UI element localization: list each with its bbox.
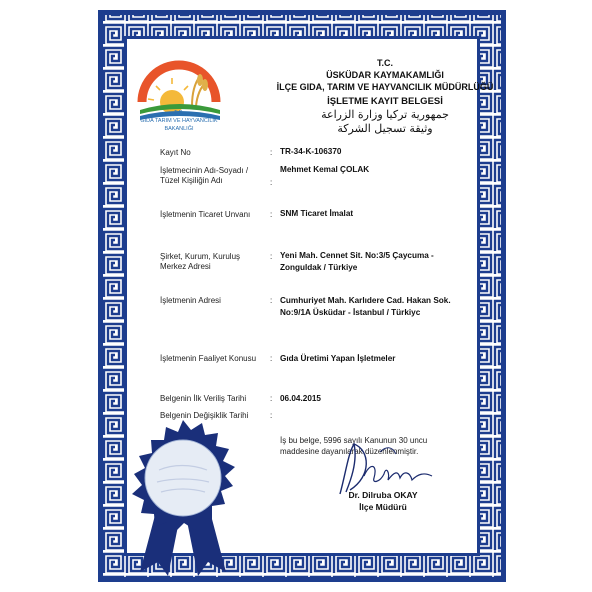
colon: : [270,148,273,157]
value-hq-address-line1: Yeni Mah. Cennet Sit. No:3/5 Çaycuma - [280,251,434,260]
label-owner-line1: İşletmecinin Adı-Soyadı / [160,166,249,175]
logo-text-bakanligi: BAKANLIĞI [164,126,194,132]
colon: : [270,394,273,403]
value-business-address-line1: Cumhuriyet Mah. Karlıdere Cad. Hakan Sok. [280,296,451,305]
document-title: İŞLETME KAYIT BELGESİ [327,96,443,107]
signatory-name: Dr. Dilruba OKAY [348,490,418,500]
colon: : [270,252,273,261]
label-trade-name: İşletmenin Ticaret Unvanı [160,210,251,219]
logo-text-ministry: GIDA TARIM VE HAYVANCILIK [140,118,218,124]
label-activity: İşletmenin Faaliyet Konusu [160,354,257,363]
statement-line1: İş bu belge, 5996 sayılı Kanunun 30 uncu [280,436,428,445]
colon: : [270,411,273,420]
signatory-title: İlçe Müdürü [359,502,407,512]
label-business-address: İşletmenin Adresi [160,296,221,305]
label-first-issue-date: Belgenin İlk Veriliş Tarihi [160,394,247,403]
value-trade-name: SNM Ticaret İmalat [280,209,354,218]
label-hq-address-line2: Merkez Adresi [160,262,211,271]
logo-text-tc: T.C. [174,110,184,116]
label-change-date: Belgenin Değişiklik Tarihi [160,411,249,420]
header-arabic-line1: جمهورية تركيا وزارة الزراعة [321,108,449,121]
rosette-seal-icon [118,416,248,576]
colon: : [270,296,273,305]
value-registration-no: TR-34-K-106370 [280,147,342,156]
header-office: ÜSKÜDAR KAYMAKAMLIĞI [326,70,444,80]
statement-line2: maddesine dayanılarak düzenlenmiştir. [280,447,419,456]
header-tc: T.C. [376,58,393,68]
label-registration-no: Kayıt No [160,148,191,157]
label-owner-line2: Tüzel Kişiliğin Adı [160,176,223,185]
value-business-address-line2: No:9/1A Üsküdar - İstanbul / Türkiyc [280,308,421,317]
colon: : [270,354,273,363]
colon: : [270,210,273,219]
value-activity: Gıda Üretimi Yapan İşletmeler [280,354,396,363]
value-hq-address-line2: Zonguldak / Türkiye [280,263,358,272]
colon: : [270,178,273,187]
label-hq-address-line1: Şirket, Kurum, Kuruluş [160,252,241,261]
header-directorate: İLÇE GIDA, TARIM VE HAYVANCILIK MÜDÜRLÜĞÜ [276,82,494,92]
value-first-issue-date: 06.04.2015 [280,394,321,403]
header-arabic-line2: وثيقة تسجيل الشركة [337,122,433,135]
value-owner: Mehmet Kemal ÇOLAK [280,165,370,174]
